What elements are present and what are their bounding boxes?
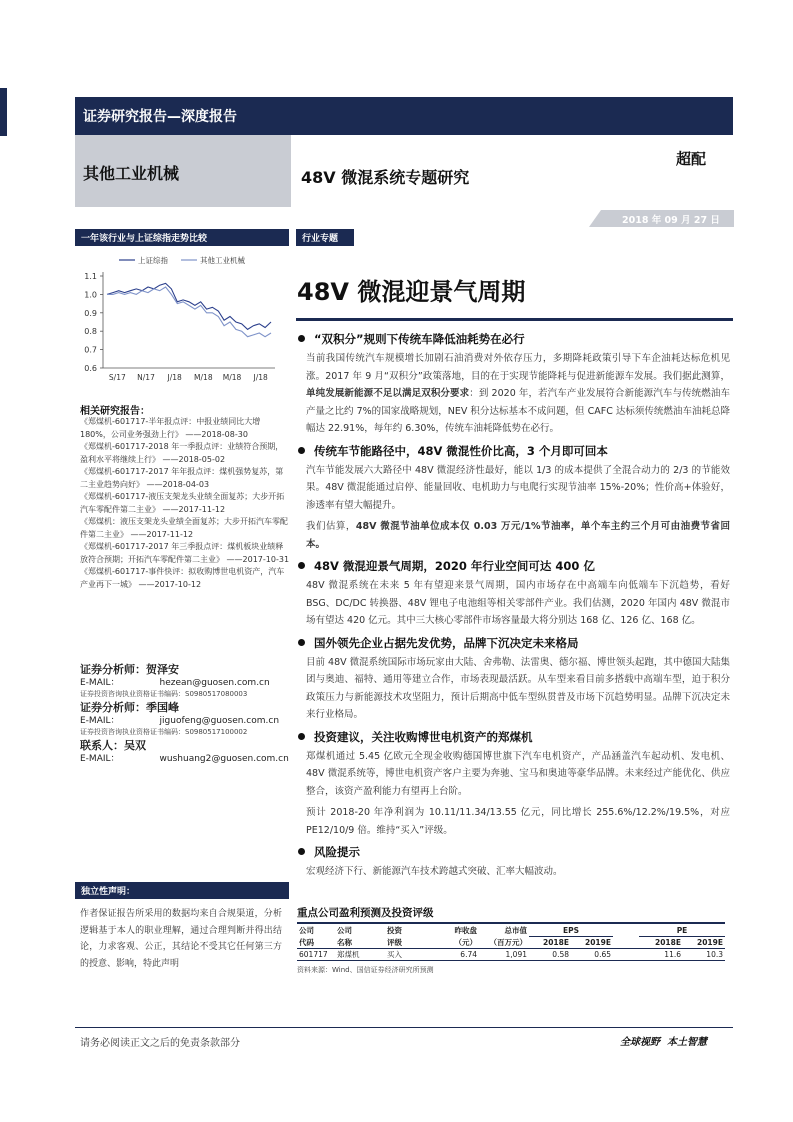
footer-slogan: 全球视野 本土智慧 [620, 1037, 707, 1048]
contact-label: 联系人： [80, 739, 124, 752]
y-tick-label: 0.7 [84, 345, 97, 355]
section-tag-bar [296, 229, 354, 246]
x-tick-label: S/17 [108, 373, 126, 382]
legend-label: 上证综指 [138, 256, 168, 265]
report-type: 证券研究报告—深度报告 [83, 109, 237, 125]
related-list [80, 416, 290, 591]
chart-heading: 一年该行业与上证综指走势比较 [81, 234, 208, 244]
related-report[interactable]: 《郑煤机-601717-事件快评：拟收购博世电机资产，汽车产业再下一城》 ——2017-10-12 [80, 567, 285, 589]
report-date: 2018 年 09 月 27 日 [622, 215, 720, 226]
related-report[interactable]: 《郑煤机-601717-液压支架龙头业绩全面复苏；大步开拓汽车零配件第二主业》 ——2017-11-12 [80, 492, 285, 514]
body-paragraph: 郑煤机通过 5.45 亿欧元全现金收购德国博世旗下汽车电机资产，产品涵盖汽车起动机、发电机、48V 微混系统等，博世电机资产客户主要为奔驰、宝马和奥迪等豪华品牌。未来经过产能优化、供应整合，该资产盈利能力有望再上台阶。 [306, 750, 730, 797]
y-tick-label: 0.9 [84, 308, 97, 318]
header-bar [75, 97, 733, 135]
x-tick-label: J/18 [253, 373, 268, 382]
y-tick-label: 0.6 [84, 364, 97, 373]
bullet-heading: 48V 微混迎景气周期，2020 年行业空间可达 400 亿 [298, 558, 730, 574]
table-row: 601717 郑煤机 买入 6.74 1,091 0.58 0.65 11.6 10.3 [299, 950, 723, 959]
industry-name: 其他工业机械 [83, 164, 180, 183]
analyst-cert: 证券投资咨询执业资格证书编码：S0980517100002 [80, 728, 248, 736]
trend-chart [75, 248, 289, 388]
independence-heading-bar [75, 882, 289, 899]
x-tick-label: N/17 [137, 373, 155, 382]
bullet-dot-icon [298, 639, 305, 646]
body-paragraph: 目前 48V 微混系统国际市场玩家由大陆、舍弗勒、法雷奥、德尔福、博世领头起跑，其中德国大陆集团与奥迪、福特、通用等建立合作，市场表现最活跃。从车型来看目前多搭载中高端车型，迫于积分政策压力与新能源技术攻坚阻力，预计后期高中低车型纵贯普及市场下沉趋势明显。品牌下沉决定未来行业格局。 [306, 656, 730, 720]
x-tick-label: J/18 [167, 373, 182, 382]
related-report[interactable]: 《郑煤机-601717-2017 年年报点评：煤机强势复苏，第二主业趋势向好》 ——2018-04-03 [80, 467, 284, 489]
related-report[interactable]: 《郑煤机-601717-半年报点评：中报业绩同比大增 180%，公司业务强劲上行》 ——2018-08-30 [80, 417, 261, 439]
bullet-heading: 风险提示 [298, 844, 730, 860]
email-label: E-MAIL： [80, 678, 120, 688]
related-report[interactable]: 《郑煤机-601717-2017 年三季报点评：煤机板块业绩释放符合预期；开拓汽车零配件第二主业》 ——2017-10-31 [80, 542, 290, 564]
independence-text: 作者保证报告所采用的数据均来自合规渠道，分析逻辑基于本人的职业理解，通过合理判断并得出结论，力求客观、公正，其结论不受其它任何第三方的授意、影响，特此声明 [80, 909, 282, 969]
forecast-table-block [297, 906, 725, 975]
analyst-email[interactable]: jiguofeng@guosen.com.cn [159, 716, 280, 726]
bullet-heading: “双积分”规则下传统车降低油耗势在必行 [298, 331, 730, 347]
body-paragraph: 汽车节能发展六大路径中 48V 微混经济性最好，能以 1/3 的成本提供了全混合动力的 2/3 的节能效果。48V 微混能通过启停、能量回收、电机助力与电爬行实现节油率 15%-20%；性价高+体验好，渗透率有望大幅提升。 [306, 464, 730, 511]
bullet-heading: 传统车节能路径中，48V 微混性价比高，3 个月即可回本 [298, 443, 730, 459]
body-paragraph: 宏观经济下行、新能源汽车技术跨越式突破、汇率大幅波动。 [306, 866, 563, 877]
forecast-table [297, 925, 725, 961]
main-body [298, 331, 730, 881]
analyst-block [80, 662, 292, 765]
title-rule [296, 318, 733, 321]
report-title: 48V 微混系统专题研究 [301, 168, 470, 187]
analyst-email[interactable]: hezean@guosen.com.cn [159, 678, 270, 688]
bullet-dot-icon [298, 335, 305, 342]
analyst-name: 贺泽安 [146, 663, 179, 676]
y-tick-label: 1.1 [84, 272, 97, 281]
industry-block [75, 135, 291, 207]
analyst-label: 证券分析师： [80, 701, 146, 714]
x-tick-label: M/18 [194, 373, 213, 382]
footer-disclaimer[interactable]: 请务必阅读正文之后的免责条款部分 [80, 1038, 240, 1049]
body-paragraph: 我们估算，48V 微混节油单位成本仅 0.03 万元/1%节油率，单个车主约三个月可由油费节省回本。 [306, 521, 730, 550]
contact-name: 吴双 [124, 739, 146, 752]
related-report[interactable]: 《郑煤机-601717-2018 年一季报点评：业绩符合预期，盈利水平将继续上行》 ——2018-05-02 [80, 442, 284, 464]
bullet-dot-icon [298, 733, 305, 740]
rating: 超配 [676, 150, 707, 168]
series-line [107, 283, 271, 329]
table-title: 重点公司盈利预测及投资评级 [297, 907, 434, 919]
y-tick-label: 1.0 [84, 290, 97, 300]
header-left-accent [0, 88, 7, 136]
legend-label: 其他工业机械 [200, 256, 245, 265]
chart-heading-bar [75, 229, 289, 246]
related-report[interactable]: 《郑煤机：液压支架龙头业绩全面复苏；大步开拓汽车零配件第二主业》 ——2017-11-12 [80, 517, 288, 539]
independence-heading: 独立性声明： [81, 887, 136, 897]
contact-email[interactable]: wushuang2@guosen.com.cn [159, 754, 289, 764]
email-label: E-MAIL： [80, 716, 120, 726]
table-source: 资料来源：Wind、国信证券经济研究所预测 [297, 966, 434, 974]
body-paragraph: 当前我国传统汽车规模增长加剧石油消费对外依存压力，多期降耗政策引导下车企油耗达标危机见涨。2017 年 9 月“双积分”政策落地，目的在于实现节能降耗与促进新能源车发展。我们据此测算，单纯发展新能源不足以满足双积分要求：到 2020 年，若汽车产业发展符合新能源汽车与传统燃油车产量之比约 7%的国家战略规划，NEV 积分达标基本不成问题，但 CAFC 达标须传统燃油车油耗总降幅达 22.91%，每年约 6.30%，传统车油耗降低势在必行。 [306, 353, 730, 434]
main-title: 48V 微混迎景气周期 [297, 278, 526, 306]
body-paragraph: 预计 2018-20 年净利润为 10.11/11.34/13.55 亿元，同比增长 255.6%/12.2%/19.5%，对应 PE12/10/9 倍。维持“买入”评级。 [306, 807, 730, 836]
series-line [107, 287, 271, 337]
bullet-dot-icon [298, 848, 305, 855]
email-label: E-MAIL： [80, 754, 120, 764]
body-paragraph: 48V 微混系统在未来 5 年有望迎来景气周期，国内市场存在中高端车向低端车下沉趋势，看好 BSG、DC/DC 转换器、48V 锂电子电池组等相关零部件产业。我们估测，2020 年国内 48V 微混市场有望达 420 亿元。其中三大核心零部件市场容量最大将分别达 168 亿、126 亿、168 亿。 [306, 580, 730, 626]
analyst-cert: 证券投资咨询执业资格证书编码：S0980517080003 [80, 690, 248, 698]
bullet-dot-icon [298, 562, 305, 569]
related-heading: 相关研究报告： [80, 406, 150, 417]
footer-rule [75, 1027, 733, 1028]
x-tick-label: M/18 [222, 373, 242, 382]
section-tag: 行业专题 [302, 234, 339, 244]
table-header-row: 公司 公司 投资 昨收盘 总市值 EPS PE [297, 925, 725, 937]
bullet-heading: 投资建议，关注收购博世电机资产的郑煤机 [298, 729, 730, 745]
analyst-name: 季国峰 [146, 701, 179, 714]
y-tick-label: 0.8 [84, 327, 97, 337]
bullet-dot-icon [298, 447, 305, 454]
analyst-label: 证券分析师： [80, 663, 146, 676]
table-header-row: 代码 名称 评级 （元） （百万元） 2018E 2019E 2018E 2019E [299, 937, 723, 947]
bullet-heading: 国外领先企业占据先发优势，品牌下沉决定未来格局 [298, 635, 730, 651]
